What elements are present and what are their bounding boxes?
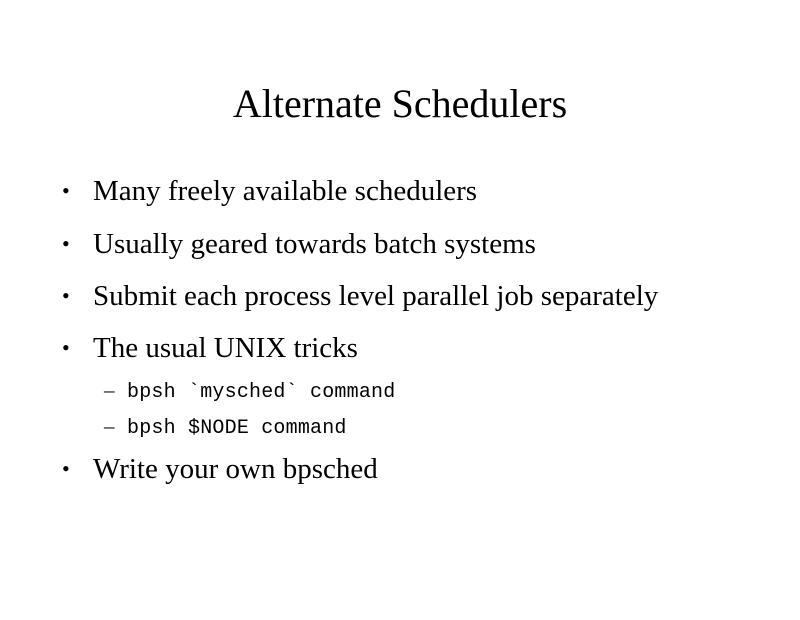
bullet-item [62,279,658,313]
bullet-icon: • [62,456,70,481]
sub-bullet-text: bpsh `mysched` command [127,381,396,404]
bullet-text: The usual UNIX tricks [93,332,358,364]
dash-icon: – [104,378,115,402]
bullet-text: Submit each process level parallel job separately [93,280,659,312]
bullet-text: Write your own bpsched [93,453,378,485]
bullet-item [62,227,536,261]
bullet-icon: • [62,231,70,256]
bullet-text: Many freely available schedulers [93,175,478,207]
slide-title: Alternate Schedulers [232,81,568,126]
sub-bullet-text: bpsh $NODE command [127,417,347,440]
dash-icon: – [104,414,115,438]
sub-bullet-item [104,413,347,442]
bullet-icon: • [62,283,70,308]
bullet-icon: • [62,335,70,360]
bullet-item [62,452,378,486]
bullet-item [62,331,358,365]
bullet-text: Usually geared towards batch systems [93,228,536,260]
bullet-item [62,174,477,208]
sub-bullet-item [104,377,395,406]
bullet-icon: • [62,178,70,203]
